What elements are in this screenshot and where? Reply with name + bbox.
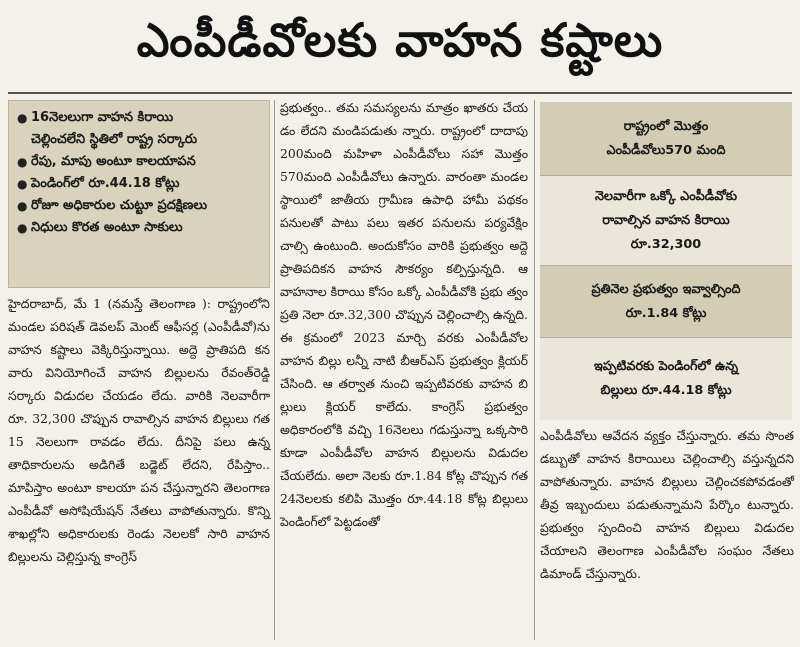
article-column-3 — [540, 424, 794, 585]
highlight-item: ● పెండింగ్‌లో రూ.44.18 కోట్లు — [17, 173, 263, 195]
column-divider — [534, 100, 535, 640]
column-2-text: ప్రభుత్వం.. తమ సమస్యలను మాత్రం ఖాతరు చేయ డం లేదని మండిపడుతు న్నారు. రాష్ట్రంలో దాదాపు 200మంది మహిళా ఎంపీడీవోలు సహా మొత్తం 570మంది ఎంపీడీవోలు ఉన్నారు. వారంతా మండల స్థాయిలో జాతీయ గ్రామీణ ఉపాధి హామీ పథకం పనులతో పాటు పలు ఇతర పనులను పర్యవేక్షిం చాల్సి ఉంటుంది. అందుకోసం వారికి ప్రభుత్వం అద్దె ప్రాతిపదికన వాహన సౌకర్యం కల్పిస్తున్నది. ఆ వాహనాల కిరాయి కోసం ఒక్కో ఎంపీడీవోకి ప్రభు త్వం ప్రతి నెలా రూ.32,300 చొప్పున చెల్లించాల్సి ఉన్నది. ఈ క్రమంలో 2023 మార్చి వరకు ఎంపీడీవోల వాహన బిల్లు లన్నీ నాటి బీఆర్ఎస్ ప్రభుత్వం క్లియర్ చేసింది. ఆ తర్వాత నుంచి ఇప్పటివరకు వాహన బి ల్లులు క్లియర్ కాలేదు. కాంగ్రెస్ ప్రభుత్వం అధికారంలోకి వచ్చి 16నెలలు గడుస్తున్నా ఒక్కసారి కూడా ఎంపీడీవోల వాహన బిల్లులను విడుదల చేయలేదు. అలా నెలకు రూ.1.84 కోట్ల చొప్పున గత 24నెలలకు కలిపి మొత్తం రూ.44.18 కోట్ల బిల్లులు పెండింగ్‌లో పెట్టడంతో — [280, 100, 528, 529]
stat-monthly-govt-payment: ప్రతినెల ప్రభుత్వం ఇవ్వాల్సింది రూ.1.84 కోట్లు — [540, 266, 792, 338]
headline-divider — [8, 92, 792, 94]
highlight-item: ● 16నెలలుగా వాహన కిరాయి — [17, 107, 263, 129]
bullet-icon: ● — [17, 111, 28, 125]
stat-total-mpdos: రాష్ట్రంలో మొత్తం ఎంపీడీవోలు570 మంది — [540, 102, 792, 176]
column-divider — [274, 100, 275, 640]
column-1-text: హైదరాబాద్, మే 1 (నమస్తే తెలంగాణ ): రాష్ట్రంలోని మండల పరిషత్ డెవలప్ మెంట్ ఆఫీసర్ల (ఎంపీడీవో)ను వాహన కష్టాలు వెక్కిరిస్తున్నాయి. అద్దె ప్రాతిపది కన వారు వినియోగించే వాహన బిల్లులను రేవంత్‌రెడ్డి సర్కారు విడుదల చేయడం లేదు. వారికి నెలవారీగా రూ. 32,300 చొప్పున రావాల్సిన వాహన బిల్లులు గత 15 నెలలుగా రావడం లేదు. దీనిపై పలు ఉన్న తాధికారులను అడిగితే బడ్జెట్ లేదని, రేపిస్తాం.. మాపిస్తాం అంటూ కాలయా పన చేస్తున్నారని తెలంగాణ ఎంపీడీవో అసోషియేషన్ నేతలు వాపోతున్నారు. కొన్ని శాఖల్లోని అధికారులకు రెండు నెలలకో సారి వాహన బిల్లులను చెల్లిస్తున్న కాంగ్రెస్ — [8, 296, 270, 564]
bullet-icon: ● — [17, 177, 28, 191]
stat-monthly-rent: నెలవారీగా ఒక్కో ఎంపీడీవోకు రావాల్సిన వాహన కిరాయి రూ.32,300 — [540, 176, 792, 266]
article-column-2 — [280, 96, 528, 533]
stat-pending-bills: ఇప్పటివరకు పెండింగ్‌లో ఉన్న బిల్లులు రూ.44.18 కోట్లు — [540, 338, 792, 420]
highlight-item: ● రోజూ అధికారుల చుట్టూ ప్రదక్షిణలు — [17, 195, 263, 217]
bullet-icon: ● — [17, 199, 28, 213]
article-column-1 — [8, 292, 270, 568]
headline: ఎంపీడీవోలకు వాహన కష్టాలు — [136, 13, 664, 67]
highlight-item-continuation: చెల్లించలేని స్థితిలో రాష్ట్ర సర్కారు — [31, 132, 198, 147]
highlights-box — [8, 100, 270, 288]
highlight-item: ● రేపు, మాపు అంటూ కాలయాపన — [17, 151, 263, 173]
column-3-text: ఎంపీడీవోలు ఆవేదన వ్యక్తం చేస్తున్నారు. తమ సొంత డబ్బుతో వాహన కిరాయిలు చెల్లించాల్సి వస్తున్నదని వాపోతున్నారు. వాహన బిల్లులు చెల్లించకపోవడంతో తీవ్ర ఇబ్బందులు పడుతున్నామని పేర్కొం టున్నారు. ప్రభుత్వం స్పందించి వాహన బిల్లులు విడుదల చేయాలని తెలంగాణ ఎంపీడీవోల సంఘం నేతలు డిమాండ్ చేస్తున్నారు. — [540, 428, 794, 581]
bullet-icon: ● — [17, 221, 28, 235]
highlight-item: ● నిధులు కొరత అంటూ సాకులు — [17, 217, 263, 239]
bullet-icon: ● — [17, 155, 28, 169]
stats-panel — [540, 102, 792, 420]
